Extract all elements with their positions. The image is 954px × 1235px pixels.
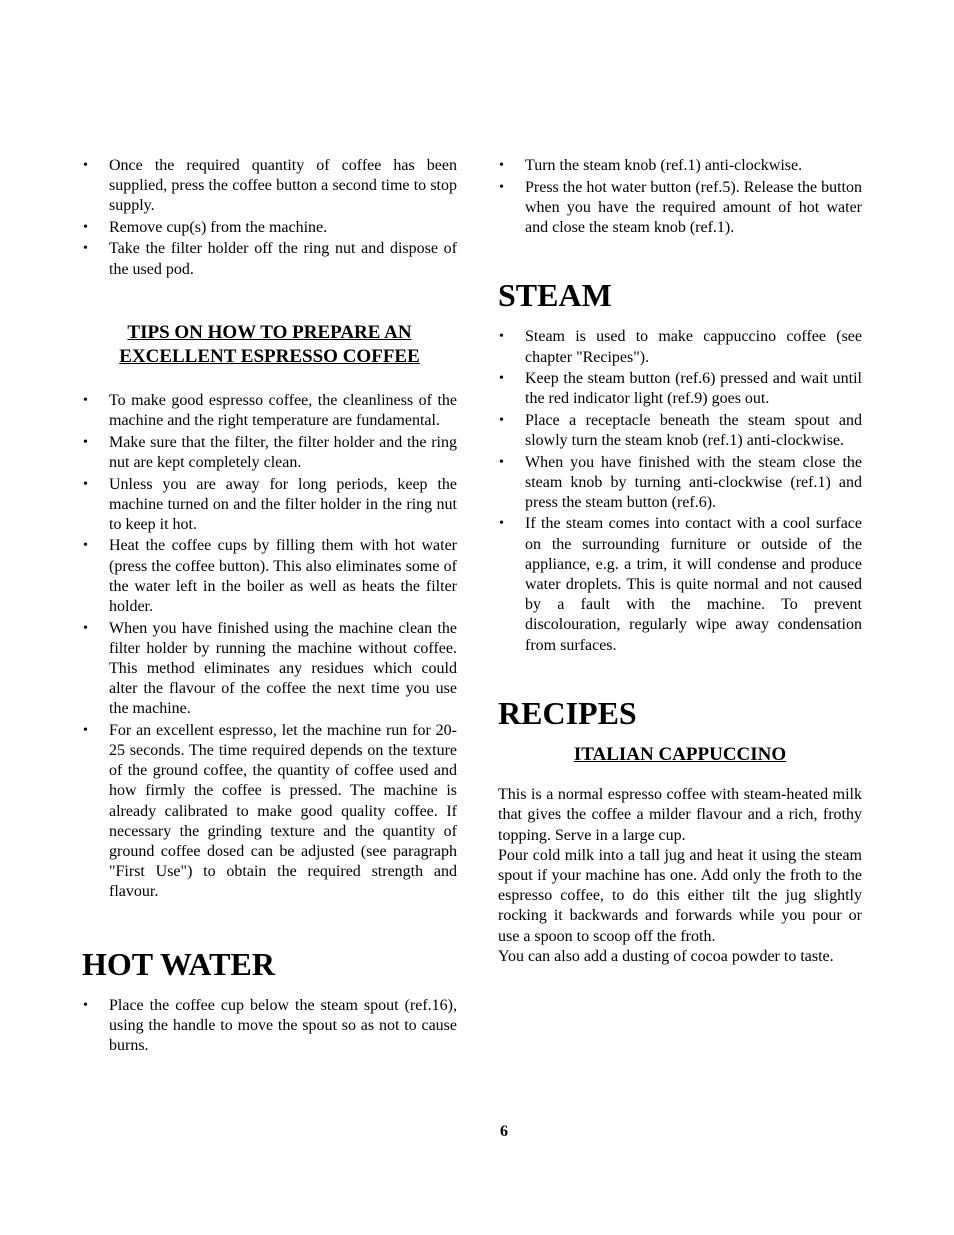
- list-item: • Heat the coffee cups by filling them with hot water (press the coffee button). This also eliminates some of the water left in the boiler as well as heats the filter holder.: [82, 536, 457, 617]
- tips-title-line2: EXCELLENT ESPRESSO COFFEE: [119, 346, 420, 368]
- left-column: [82, 156, 457, 1058]
- list-item: • When you have finished with the steam close the steam knob by turning anti-clockwise (ref.1) and press the steam button (ref.6).: [498, 453, 862, 514]
- list-item: • For an excellent espresso, let the machine run for 20-25 seconds. The time required depends on the texture of the ground coffee, the quantity of coffee used and how firmly the coffee is pressed. The machine is already calibrated to make good quality coffee. If necessary the grinding texture and the quantity of ground coffee dosed can be adjusted (see paragraph "First Use") to obtain the required strength and flavour.: [82, 721, 457, 903]
- steam-heading: STEAM: [498, 277, 612, 314]
- cappuccino-paragraph: Pour cold milk into a tall jug and heat it using the steam spout if your machine has one. Add only the froth to the espresso coffee, to do this either tilt the jug slightly rocking it backwards and forwards while you pour or use a spoon to scoop off the froth.: [498, 846, 862, 945]
- list-item: • Make sure that the filter, the filter holder and the ring nut are kept completely clean.: [82, 433, 457, 473]
- cappuccino-title: ITALIAN CAPPUCCINO: [573, 744, 787, 766]
- right-column: [498, 156, 862, 967]
- list-item: • If the steam comes into contact with a cool surface on the surrounding furniture or outside of the appliance, e.g. a trim, it will condense and produce water droplets. This is quite normal and not caused by a fault with the machine. To prevent discolouration, regularly wipe away condensation from surfaces.: [498, 514, 862, 655]
- list-item: • Remove cup(s) from the machine.: [82, 218, 457, 238]
- hot-water-heading: HOT WATER: [82, 945, 275, 982]
- tips-title: [82, 321, 457, 369]
- cappuccino-paragraph: You can also add a dusting of cocoa powder to taste.: [498, 947, 834, 965]
- tips-title-line1: TIPS ON HOW TO PREPARE AN: [127, 322, 412, 344]
- steam-list: [498, 327, 862, 655]
- supply-steps-list: [82, 156, 457, 280]
- list-item: • To make good espresso coffee, the cleanliness of the machine and the right temperature are fundamental.: [82, 391, 457, 431]
- list-item: • Press the hot water button (ref.5). Release the button when you have the required amount of hot water and close the steam knob (ref.1).: [498, 178, 862, 239]
- list-item: • Take the filter holder off the ring nut and dispose of the used pod.: [82, 239, 457, 279]
- hot-water-continued-list: [498, 156, 862, 238]
- hot-water-list: [82, 996, 457, 1057]
- list-item: • Place a receptacle beneath the steam spout and slowly turn the steam knob (ref.1) anti-clockwise.: [498, 411, 862, 451]
- list-item: • Steam is used to make cappuccino coffee (see chapter "Recipes").: [498, 327, 862, 367]
- cappuccino-paragraph: This is a normal espresso coffee with steam-heated milk that gives the coffee a milder flavour and a rich, frothy topping. Serve in a large cup.: [498, 786, 862, 844]
- list-item: • When you have finished using the machine clean the filter holder by running the machine without coffee. This method eliminates any residues which could alter the flavour of the coffee the next time you use the machine.: [82, 619, 457, 720]
- recipes-heading: RECIPES: [498, 695, 637, 732]
- list-item: • Once the required quantity of coffee has been supplied, press the coffee button a second time to stop supply.: [82, 156, 457, 217]
- list-item: • Unless you are away for long periods, keep the machine turned on and the filter holder in the ring nut to keep it hot.: [82, 475, 457, 536]
- list-item: • Turn the steam knob (ref.1) anti-clockwise.: [498, 156, 862, 176]
- list-item: • Place the coffee cup below the steam spout (ref.16), using the handle to move the spout so as not to cause burns.: [82, 996, 457, 1057]
- tips-list: [82, 391, 457, 903]
- list-item: • Keep the steam button (ref.6) pressed and wait until the red indicator light (ref.9) goes out.: [498, 369, 862, 409]
- page-number: 6: [500, 1123, 508, 1140]
